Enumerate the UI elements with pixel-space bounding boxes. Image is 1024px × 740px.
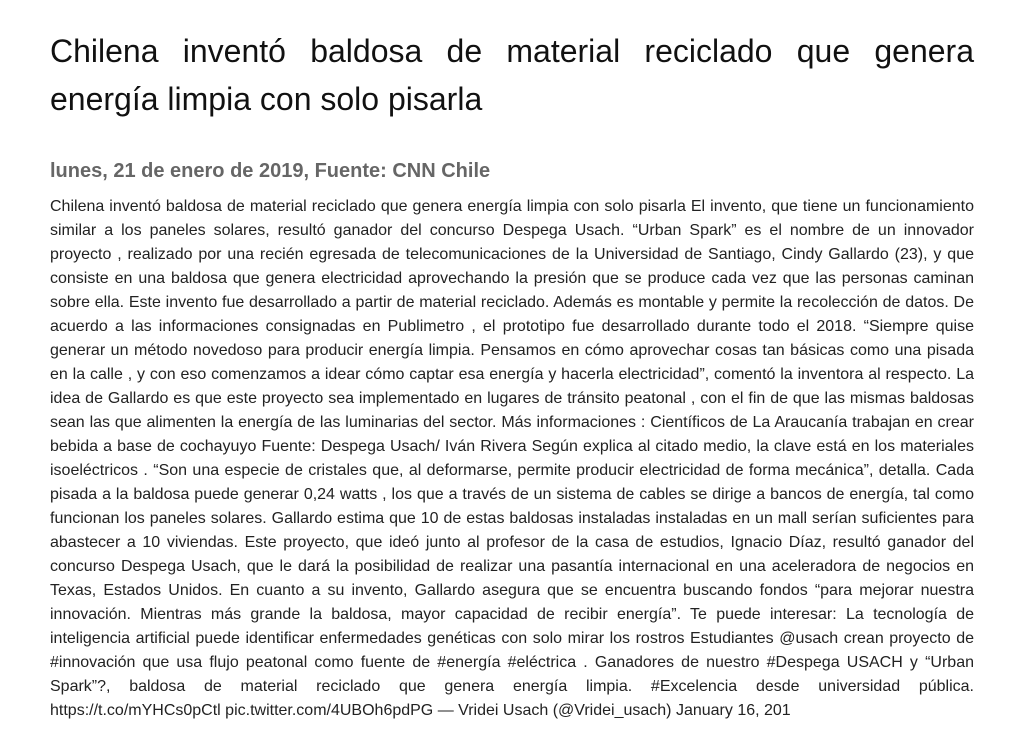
article-dateline: lunes, 21 de enero de 2019, Fuente: CNN Chile: [50, 160, 491, 182]
article-body: Chilena inventó baldosa de material reciclado que genera energía limpia con solo pisarla El invento, que tiene un funcionamiento similar a los paneles solares, resultó ganador del concurso Despega Usach. “Urban Spark” es el nombre de un innovador proyecto , realizado por una recién egresada de telecomunicaciones de la Universidad de Santiago, Cindy Gallardo (23), y que consiste en una baldosa que genera electricidad aprovechando la presión que se produce cada vez que las personas caminan sobre ella. Este invento fue desarrollado a partir de material reciclado. Además es montable y permite la recolección de datos. De acuerdo a las informaciones consignadas en Publimetro , el prototipo fue desarrollado durante todo el 2018. “Siempre quise generar un método novedoso para producir energía limpia. Pensamos en cómo aprovechar cosas tan básicas como una pisada en la calle , y con eso comenzamos a idear cómo captar esa energía y hacerla electricidad”, comentó la inventora al respecto. La idea de Gallardo es que este proyecto sea implementado en lugares de tránsito peatonal , con el fin de que las mismas baldosas sean las que alimenten la energía de las luminarias del sector. Más informaciones : Científicos de La Araucanía trabajan en crear bebida a base de cochayuyo Fuente: Despega Usach/ Iván Rivera Según explica al citado medio, la clave está en los materiales isoeléctricos . “Son una especie de cristales que, al deformarse, permite producir electricidad de forma mecánica”, detalla. Cada pisada a la baldosa puede generar 0,24 watts , los que a través de un sistema de cables se dirige a bancos de energía, tal como funcionan los paneles solares. Gallardo estima que 10 de estas baldosas instaladas instaladas en un mall serían suficientes para abastecer a 10 viviendas. Este proyecto, que ideó junto al profesor de la casa de estudios, Ignacio Díaz, resultó ganador del concurso Despega Usach, que le dará la posibilidad de realizar una pasantía internacional en una aceleradora de negocios en Texas, Estados Unidos. En cuanto a su invento, Gallardo asegura que se encuentra buscando fondos “para mejorar nuestra innovación. Mientras más grande la baldosa, mayor capacidad de recibir energía”. Te puede interesar: La tecnología de inteligencia artificial puede identificar enfermedades genéticas con solo mirar los rostros Estudiantes @usach crean proyecto de #innovación que usa flujo peatonal como fuente de #energía #eléctrica . Ganadores de nuestro #Despega USACH y “Urban Spark”?, baldosa de material reciclado que genera energía limpia. #Excelencia desde universidad pública. https://t.co/mYHCs0pCtl pic.twitter.com/4UBOh6pdPG — Vridei Usach (@Vridei_usach) January 16, 201: [50, 198, 974, 719]
article-title: Chilena inventó baldosa de material reciclado que genera energía limpia con solo pisarla: [50, 33, 974, 117]
